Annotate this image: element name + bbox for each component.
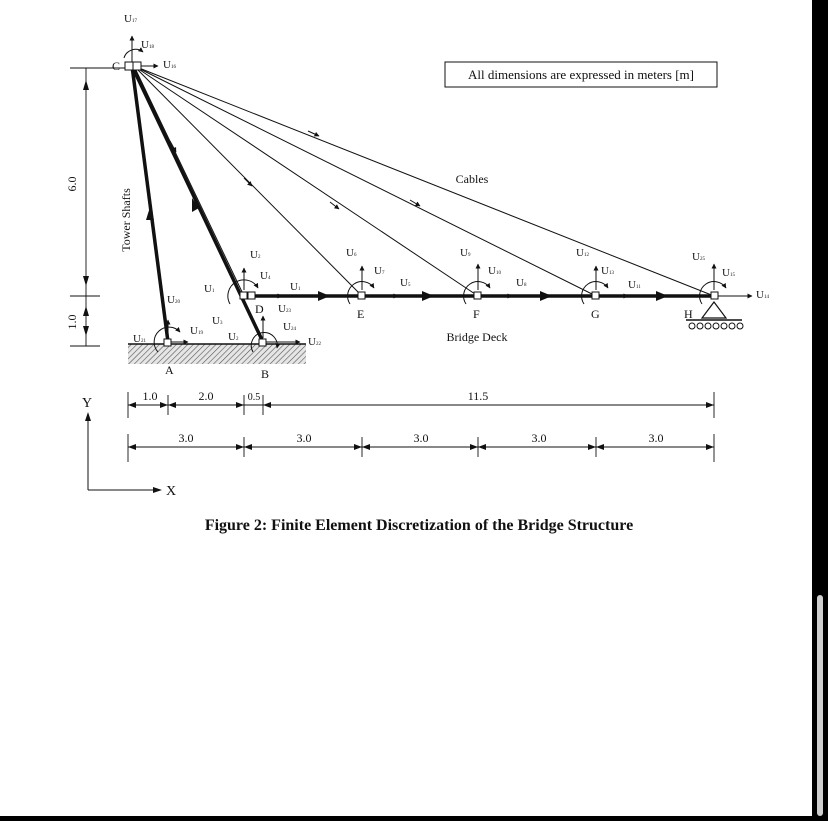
dof-u18: U18 — [141, 39, 154, 51]
support-h — [686, 302, 743, 329]
axis-y-label: Y — [82, 396, 93, 411]
horizontal-dimensions — [128, 392, 714, 462]
dof-u22: U22 — [308, 336, 321, 348]
dof-u19: U19 — [190, 325, 203, 337]
dof-u10: U10 — [488, 265, 501, 277]
dim-vertical-6: 6.0 — [65, 176, 79, 192]
dof-u14: U14 — [756, 289, 769, 301]
dof-u13: U13 — [601, 265, 614, 277]
dim-2-0: 2.0 — [198, 389, 214, 403]
axes — [82, 396, 176, 499]
dof-u6: U6 — [346, 247, 357, 259]
dof-u11: U11 — [628, 279, 641, 291]
deck-label: Bridge Deck — [446, 330, 508, 344]
dof-u12: U12 — [576, 247, 589, 259]
dof-u7: U7 — [374, 265, 385, 277]
scrollbar[interactable] — [817, 595, 823, 816]
node-c: C — [112, 59, 121, 73]
dof-u15: U15 — [722, 267, 735, 279]
axis-x-label: X — [166, 484, 177, 499]
dim-3-0-e: 3.0 — [648, 431, 664, 445]
node-a: A — [165, 363, 174, 377]
node-h: H — [684, 307, 693, 321]
cables-label: Cables — [455, 172, 489, 186]
dim-3-0-c: 3.0 — [413, 431, 429, 445]
dim-3-0-b: 3.0 — [296, 431, 312, 445]
dof-u1: U1 — [204, 283, 215, 295]
dimension-values — [143, 389, 664, 445]
dof-u21: U21 — [133, 333, 146, 345]
vertical-dimension — [65, 68, 125, 346]
dof-u4: U4 — [260, 270, 271, 282]
note-text: All dimensions are expressed in meters [m] — [468, 67, 694, 82]
dof-u17: U17 — [124, 13, 137, 25]
dof-u20: U20 — [167, 294, 180, 306]
tower-shafts — [119, 66, 263, 342]
dof-u24: U24 — [283, 321, 296, 333]
dim-vertical-1: 1.0 — [65, 314, 79, 330]
dof-u5: U5 — [400, 277, 411, 289]
node-f: F — [473, 307, 480, 321]
dof-u23: U23 — [278, 303, 291, 315]
cables — [134, 66, 714, 296]
dof-u8: U8 — [516, 277, 527, 289]
dof-u16: U16 — [163, 59, 176, 71]
dof-u2: U2 — [250, 249, 261, 261]
dof-u25: U25 — [692, 251, 705, 263]
tower-label: Tower Shafts — [119, 188, 133, 252]
dim-1-0: 1.0 — [142, 389, 158, 403]
dim-0-5: 0.5 — [247, 392, 261, 403]
dim-3-0-a: 3.0 — [178, 431, 194, 445]
dof-u3: U3 — [212, 315, 223, 327]
node-g: G — [591, 307, 600, 321]
node-markers — [125, 62, 718, 346]
node-b: B — [261, 367, 270, 381]
dim-11-5: 11.5 — [467, 389, 489, 403]
node-d: D — [255, 302, 264, 316]
dim-3-0-d: 3.0 — [531, 431, 547, 445]
dof-u2b: U2 — [228, 331, 239, 343]
dof-u1b: U1 — [290, 281, 301, 293]
node-e: E — [357, 307, 365, 321]
figure-caption: Figure 2: Finite Element Discretization of the Bridge Structure — [204, 517, 634, 534]
dof-u9: U9 — [460, 247, 471, 259]
